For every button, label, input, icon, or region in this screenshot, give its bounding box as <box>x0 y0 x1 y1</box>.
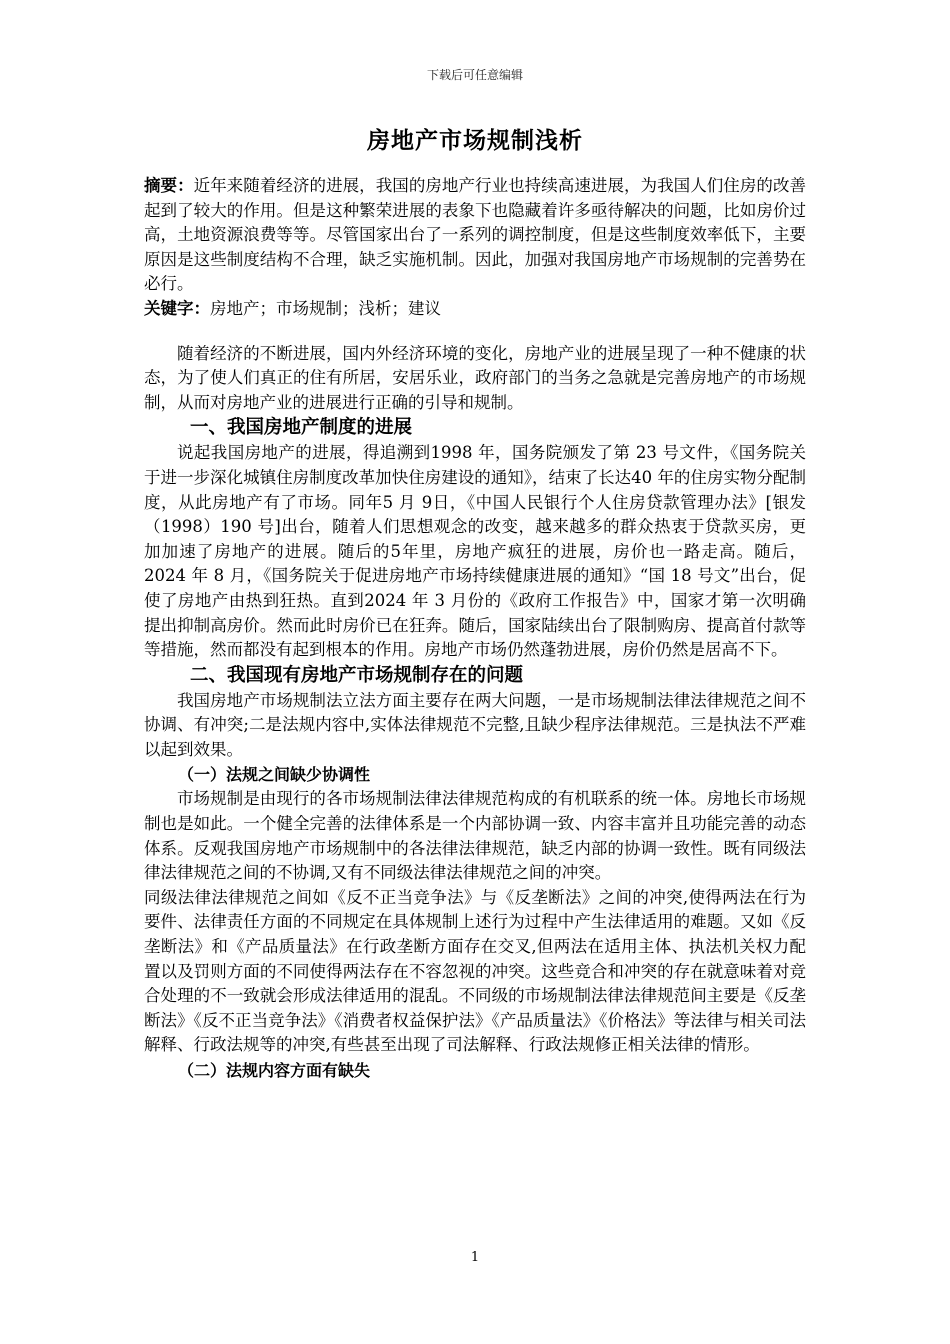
abstract-label: 摘要： <box>144 176 194 195</box>
section-heading-2: 二、我国现有房地产市场规制存在的问题 <box>190 664 524 686</box>
keywords-paragraph <box>144 297 806 322</box>
intro-paragraph: 随着经济的不断进展，国内外经济环境的变化，房地产业的进展呈现了一种不健康的状态，为了使人们真正的住有所居，安居乐业，政府部门的当务之急就是完善房地产的市场规制，从而对房地产业的进展进行正确的引导和规制。 <box>144 343 806 412</box>
section-2-paragraph: 我国房地产市场规制法立法方面主要存在两大问题，一是市场规制法律法律规范之间不协调、有冲突;二是法规内容中,实体法律规范不完整,且缺少程序法律规范。三是执法不严难以起到效果。 <box>144 690 806 759</box>
document-title: 房地产市场规制浅析 <box>367 128 583 154</box>
page-number: 1 <box>470 1250 480 1265</box>
section-heading-1: 一、我国房地产制度的进展 <box>190 417 413 439</box>
subsection-1-paragraph-2: 同级法律法律规范之间如《反不正当竞争法》与《反垄断法》之间的冲突,使得两法在行为要件、法律责任方面的不同规定在具体规制上述行为过程中产生法律适用的难题。又如《反垄断法》和《产品质量法》在行政垄断方面存在交叉,但两法在适用主体、执法机关权力配置以及罚则方面的不同使得两法存在不容忽视的冲突。这些竞合和冲突的存在就意味着对竞合处理的不一致就会形成法律适用的混乱。不同级的市场规制法律法律规范间主要是《反垄断法》《反不正当竞争法》《消费者权益保护法》《产品质量法》《价格法》等法律与相关司法解释、行政法规等的冲突,有些甚至出现了司法解释、行政法规修正相关法律的情形。 <box>144 887 806 1055</box>
subsection-1-paragraph-1: 市场规制是由现行的各市场规制法律法律规范构成的有机联系的统一体。房地长市场规制也是如此。一个健全完善的法律体系是一个内部协调一致、内容丰富并且功能完善的动态体系。反观我国房地产市场规制中的各法律法律规范，缺乏内部的协调一致性。既有同级法律法律规范之间的不协调,又有不同级法律法律规范之间的冲突。 <box>144 789 806 883</box>
keywords-label: 关键字： <box>144 298 210 318</box>
subsection-heading-1: （一）法规之间缺少协调性 <box>178 765 371 785</box>
subsection-heading-2: （二）法规内容方面有缺失 <box>178 1061 371 1080</box>
section-1-paragraph: 说起我国房地产的进展，得追溯到1998 年，国务院颁发了第 23 号文件，《国务院关于进一步深化城镇住房制度改革加快住房建设的通知》，结束了长达40 年的住房实物分配制度，从此房地产有了市场。同年5 月 9日，《中国人民银行个人住房贷款管理办法》[银发（1998）190 号]出台，随着人们思想观念的改变，越来越多的群众热衷于贷款买房，更加加速了房地产的进展。随后的5年里，房地产疯狂的进展，房价也一路走高。随后，2024 年 8 月，《国务院关于促进房地产市场持续健康进展的通知》“国 18 号文”出台，促使了房地产由热到狂热。直到2024 年 3 月份的《政府工作报告》中，国家才第一次明确提出抑制高房价。然而此时房价已在狂奔。随后，国家陆续出台了限制购房、提高首付款等等措施，然而都没有起到根本的作用。房地产市场仍然蓬勃进展，房价仍然是居高不下。 <box>144 443 806 660</box>
abstract-text: 近年来随着经济的进展，我国的房地产行业也持续高速进展，为我国人们住房的改善起到了较大的作用。但是这种繁荣进展的表象下也隐藏着许多亟待解决的问题，比如房价过高，土地资源浪费等等。尽管国家出台了一系列的调控制度，但是这些制度效率低下，主要原因是这些制度结构不合理，缺乏实施机制。因此，加强对我国房地产市场规制的完善势在必行。 <box>144 176 807 294</box>
document-body <box>144 174 806 1083</box>
spacer <box>144 322 806 342</box>
keywords-text: 房地产；市场规制；浅析；建议 <box>210 298 441 318</box>
header-note: 下载后可任意编辑 <box>426 68 523 82</box>
abstract-paragraph <box>144 174 806 297</box>
